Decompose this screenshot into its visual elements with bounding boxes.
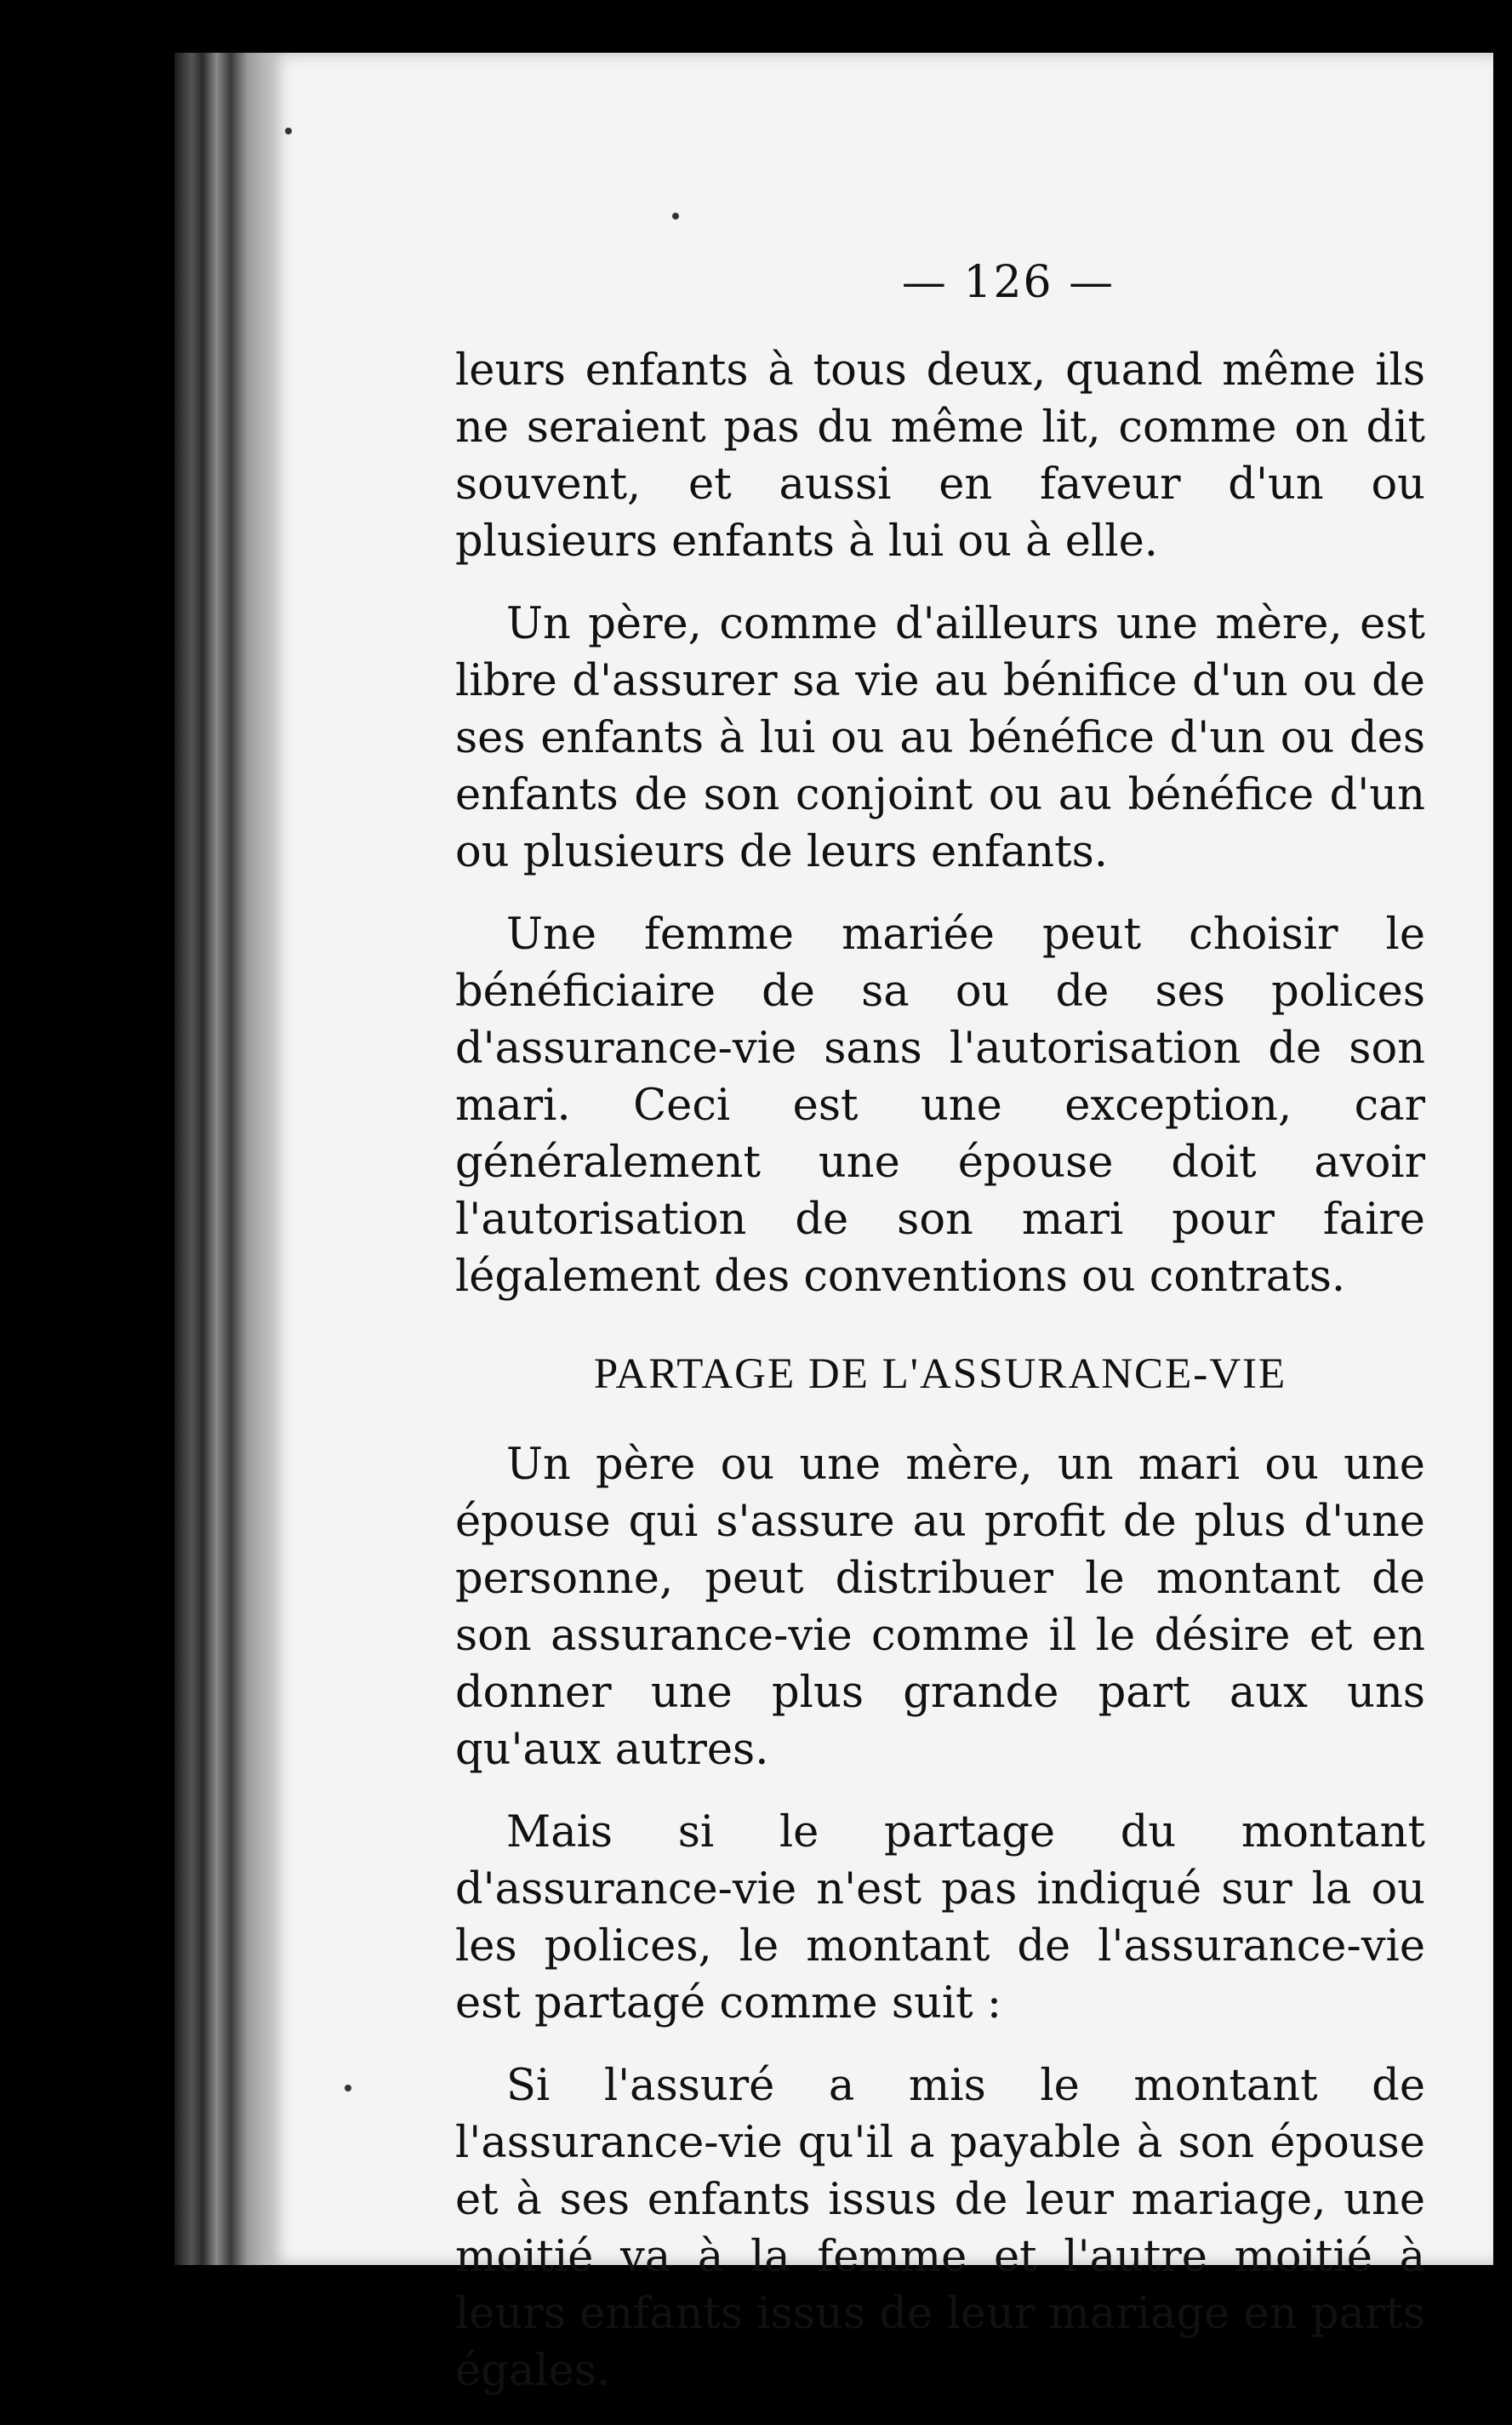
paragraph-6: Si l'assuré a mis le montant de l'assurance-vie qu'il a payable à son épouse et à ses enfants issus de leur mariage, une moitié va à la femme et l'autre moitié à leurs enfants issus de leur mariage en parts égales. (455, 2061, 1425, 2396)
book-page (268, 53, 1493, 2396)
page-content (455, 180, 1425, 2425)
paragraph-3: Une femme mariée peut choisir le bénéficiaire de sa ou de ses polices d'assurance-vie sans l'autorisation de son mari. Ceci est une exception, car généralement une épouse doit avoir l'autorisation de son mari pour faire légalement des conventions ou contrats. (455, 910, 1425, 1302)
paragraph-4: Un père ou une mère, un mari ou une épouse qui s'assure au profit de plus d'une personne, peut distribuer le montant de son assurance-vie comme il le désire et en donner une plus grande part aux uns qu'aux autres. (455, 1440, 1425, 1775)
scan-speck (672, 213, 679, 220)
page-number: — 126 — (901, 257, 1115, 308)
scan-speck (345, 2085, 351, 2091)
book-spine (174, 53, 268, 2265)
section-heading: PARTAGE DE L'ASSURANCE-VIE (593, 1350, 1287, 1398)
paragraph-5: Mais si le partage du montant d'assurance-vie n'est pas indiqué sur la ou les polices, le montant de l'assurance-vie est partagé comme suit : (455, 1807, 1425, 2028)
paragraph-2: Un père, comme d'ailleurs une mère, est libre d'assurer sa vie au bénifice d'un ou de ses enfants à lui ou au bénéfice d'un ou des enfants de son conjoint ou au bénéfice d'un ou plusieurs de leurs enfants. (455, 599, 1425, 877)
scan-speck (285, 128, 292, 134)
paragraph-1: leurs enfants à tous deux, quand même ils ne seraient pas du même lit, comme on dit souvent, et aussi en faveur d'un ou plusieurs enfants à lui ou à elle. (455, 345, 1425, 567)
